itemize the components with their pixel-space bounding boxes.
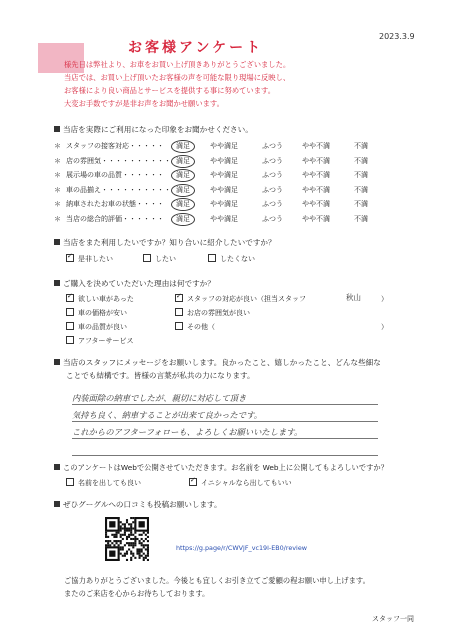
q5-option-full-name[interactable]: 名前を出しても良い <box>66 478 141 488</box>
intro-line: お客様により良い商品とサービスを提供する事に努めています。 <box>64 86 276 95</box>
q6-heading: ぜひグーグルへの口コミも投稿お願いします。 <box>54 499 222 510</box>
q1-rating-option[interactable]: 満足 <box>176 200 190 208</box>
checkbox-icon <box>143 254 151 262</box>
checkbox-checked-icon <box>66 294 74 302</box>
q1-rating-option[interactable]: 不満 <box>354 200 368 208</box>
q5-heading: このアンケートはWebで公開させていただきます。お名前を Web上に公開してもよろしいですか？ <box>54 463 388 473</box>
closing-line: ご協力ありがとうございました。今後とも宜しくお引き立てご愛顧の程お願い申し上げます。 <box>64 576 370 585</box>
checkbox-checked-icon <box>189 478 197 486</box>
checkbox-icon <box>66 322 74 330</box>
q3-option-good-atmosphere[interactable]: お店の雰囲気が良い <box>175 308 250 318</box>
selected-circle-mark <box>171 155 195 168</box>
q1-rating-option[interactable]: やや満足 <box>210 185 238 194</box>
q1-rating-option[interactable]: やや満足 <box>210 171 238 179</box>
page-title: お客様アンケート <box>128 40 264 56</box>
q3-close-paren: ） <box>381 295 388 303</box>
q1-row-label: 車の品揃え・・・・・・・・・・ <box>66 185 171 194</box>
checkbox-checked-icon <box>175 294 183 302</box>
q1-rating-option[interactable]: 満足 <box>176 185 190 194</box>
checkbox-icon <box>66 478 74 486</box>
selected-circle-mark <box>171 213 195 226</box>
q1-rating-option[interactable]: やや満足 <box>210 200 238 208</box>
closing-line: またのご来店を心からお待ちしております。 <box>64 589 210 598</box>
q4-heading-cont: ことでも結構です。皆様の言葉が私共の力になります。 <box>66 371 255 380</box>
q1-rating-option[interactable]: ふつう <box>262 142 283 150</box>
selected-circle-mark <box>171 140 195 153</box>
q1-rating-option[interactable]: 満足 <box>176 214 190 223</box>
q1-rating-option[interactable]: やや不満 <box>302 200 330 208</box>
q1-row-label: 納車されたお車の状態・・・・ <box>66 200 164 208</box>
q3-heading: ご購入を決めていただいた理由は何ですか？ <box>54 278 215 289</box>
checkbox-icon <box>175 322 183 330</box>
q1-row-label: スタッフの接客対応・・・・・ <box>66 142 164 150</box>
q1-rating-option[interactable]: 満足 <box>176 156 190 165</box>
q1-rating-option[interactable]: ふつう <box>262 185 283 194</box>
checkbox-icon <box>175 308 183 316</box>
checkbox-icon <box>208 254 216 262</box>
q1-row-label: 店の雰囲気・・・・・・・・・・ <box>66 156 171 165</box>
checkbox-icon <box>66 336 74 344</box>
selected-circle-mark <box>171 169 195 182</box>
q1-rating-option[interactable]: ふつう <box>262 156 283 165</box>
q3-option-good-quality[interactable]: 車の品質が良い <box>66 322 127 332</box>
q1-rating-option[interactable]: 満足 <box>176 142 190 150</box>
message-line <box>72 438 378 439</box>
q3-option-other[interactable]: その他（ <box>175 322 215 332</box>
q3-other-close-paren: ） <box>381 323 388 331</box>
q4-heading: 当店のスタッフにメッセージをお願いします。良かったこと、嬉しかったこと、どんな些細な <box>54 357 381 368</box>
q1-rating-option[interactable]: 不満 <box>354 156 368 165</box>
review-url-link[interactable]: https://g.page/r/CWVjF_vc19l-EB0/review <box>176 544 307 552</box>
q2-option-yes[interactable]: したい <box>143 254 176 264</box>
selected-circle-mark <box>171 198 195 211</box>
q1-rating-option[interactable]: やや満足 <box>210 214 238 223</box>
q1-rating-option[interactable]: 不満 <box>354 185 368 194</box>
q1-row-label: 展示場の車の品質・・・・・・ <box>66 171 164 179</box>
handwritten-message-line: 内装面除の納車でしたが、親切に対応して頂き <box>72 393 247 403</box>
q2-heading: 当店をまた利用したいですか？知り合いに紹介したいですか？ <box>54 237 276 248</box>
message-line <box>72 404 378 405</box>
q1-rating-option[interactable]: ふつう <box>262 214 283 223</box>
asterisk-icon: ＊ <box>54 214 61 223</box>
intro-line: 大変お手数ですが是非お声をお聞かせ願います。 <box>64 99 224 108</box>
checkbox-icon <box>66 308 74 316</box>
q2-option-no[interactable]: したくない <box>208 254 255 264</box>
handwritten-message-line: これからのアフターフォローも、よろしくお願いいたします。 <box>72 427 303 437</box>
message-line <box>72 421 378 422</box>
q1-rating-option[interactable]: 不満 <box>354 171 368 179</box>
q1-rating-option[interactable]: 不満 <box>354 214 368 223</box>
survey-date: 2023.3.9 <box>379 32 415 41</box>
q1-rating-option[interactable]: 不満 <box>354 142 368 150</box>
qr-code-icon[interactable] <box>105 517 149 561</box>
handwritten-message-line: 気持ち良く、納車することが出来て良かったです。 <box>72 410 263 420</box>
q3-option-low-price[interactable]: 車の価格が安い <box>66 308 127 318</box>
q5-option-initials[interactable]: ✓ イニシャルなら出してもいい <box>189 478 292 488</box>
asterisk-icon: ＊ <box>54 185 61 194</box>
selected-circle-mark <box>171 184 195 197</box>
q3-option-good-staff[interactable]: ✓スタッフの対応が良い（担当スタッフ <box>175 294 306 304</box>
q1-rating-option[interactable]: ふつう <box>262 200 283 208</box>
q3-staff-name: 秋山 <box>346 293 361 302</box>
intro-line: 当店では、お買い上げ頂いたお客様の声を可能な限り現場に反映し、 <box>64 73 291 82</box>
q1-rating-option[interactable]: やや満足 <box>210 142 238 150</box>
q1-row-label: 当店の総合的評価・・・・・・ <box>66 214 164 223</box>
signature: スタッフ一同 <box>372 615 414 623</box>
q1-rating-option[interactable]: やや満足 <box>210 156 238 165</box>
q1-rating-option[interactable]: やや不満 <box>302 142 330 150</box>
intro-line: 様先日は弊社より、お車をお買い上げ頂きありがとうございました。 <box>64 60 291 69</box>
asterisk-icon: ＊ <box>54 200 61 208</box>
q1-rating-option[interactable]: やや不満 <box>302 156 330 165</box>
asterisk-icon: ＊ <box>54 142 61 150</box>
q3-option-wanted-car[interactable]: ✓欲しい車があった <box>66 294 134 304</box>
q1-heading: 当店を実際にご利用になった印象をお聞かせください。 <box>54 124 253 135</box>
asterisk-icon: ＊ <box>54 156 61 165</box>
message-line <box>72 455 378 456</box>
checkbox-checked-icon <box>66 254 74 262</box>
q1-rating-option[interactable]: やや不満 <box>302 214 330 223</box>
q2-option-yes-definitely[interactable]: ✓是非したい <box>66 254 113 264</box>
q1-rating-option[interactable]: 満足 <box>176 171 190 179</box>
asterisk-icon: ＊ <box>54 171 61 179</box>
q1-rating-option[interactable]: やや不満 <box>302 171 330 179</box>
q1-rating-option[interactable]: ふつう <box>262 171 283 179</box>
q1-rating-option[interactable]: やや不満 <box>302 185 330 194</box>
q3-option-after-service[interactable]: アフターサービス <box>66 336 134 346</box>
